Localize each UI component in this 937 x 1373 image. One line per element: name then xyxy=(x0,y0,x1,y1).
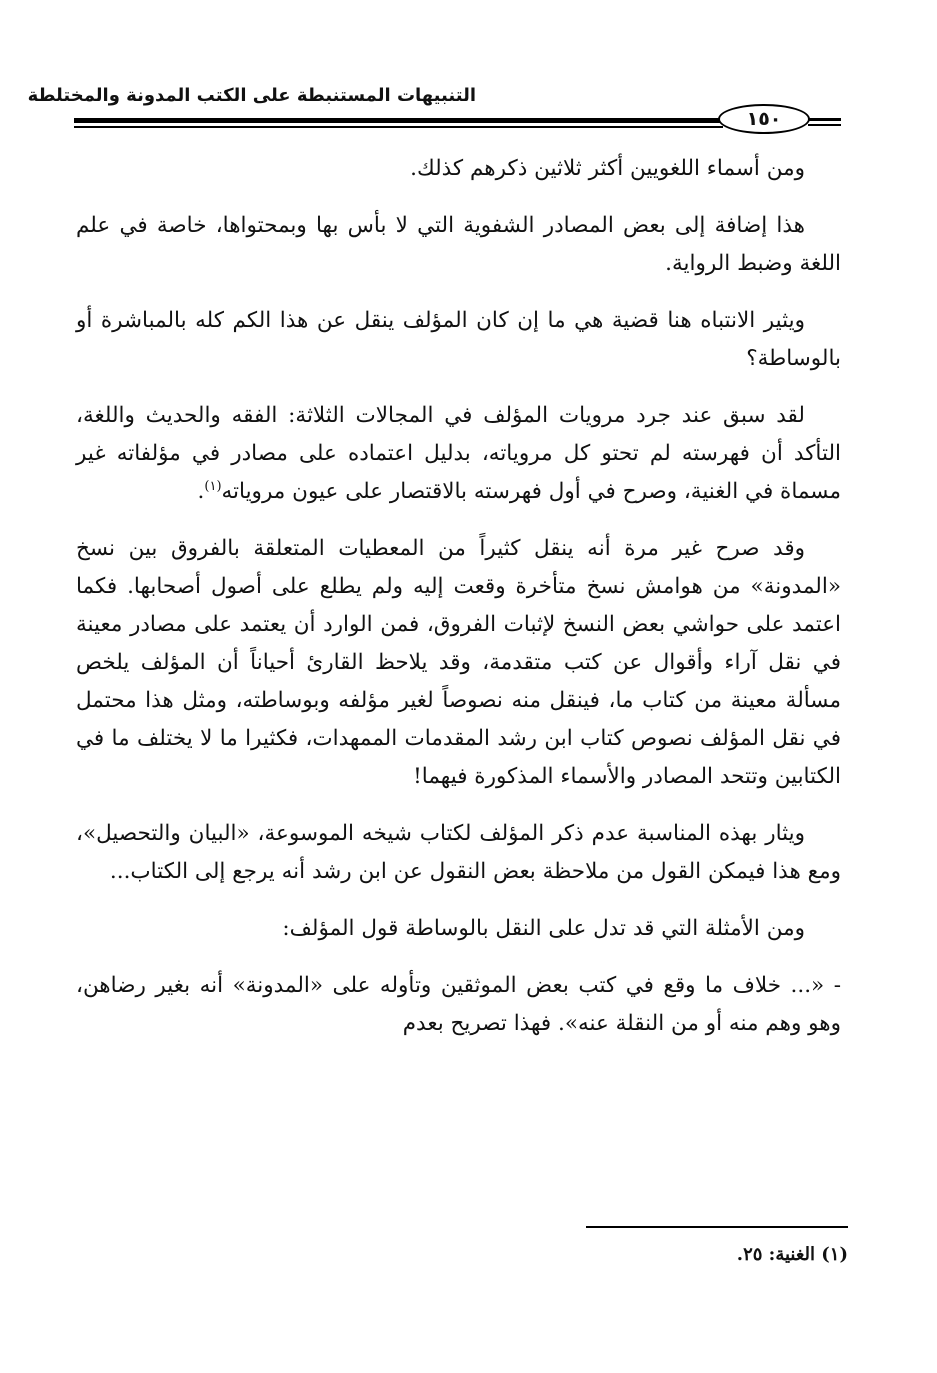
header-rule-right-lower xyxy=(808,124,841,126)
header-rule-right xyxy=(808,118,841,121)
header-rule-thin xyxy=(74,126,723,128)
paragraph-2: هذا إضافة إلى بعض المصادر الشفوية التي لا بأس بها وبمحتواها، خاصة في علم اللغة وضبط الرواية. xyxy=(76,213,841,276)
paragraph-5: وقد صرح غير مرة أنه ينقل كثيراً من المعطيات المتعلقة بالفروق بين نسخ «المدونة» من هوامش نسخ متأخرة وقعت إليه ولم يطلع على أصول أصحابها. فكما اعتمد على حواشي بعض النسخ لإثبات الفروق، فمن الوارد أن يعتمد على مصادر معينة في نقل آراء وأقوال عن كتب متقدمة، وقد يلاحظ القارئ أحياناً أن المؤلف يلخص مسألة معينة من كتاب ما، فينقل منه نصوصاً لغير مؤلفه وبوساطته، ومثل هذا محتمل في نقل المؤلف نصوص كتاب ابن رشد المقدمات الممهدات، فكثيرا ما لا يختلف ما في الكتابين وتتحد المصادر والأسماء المذكورة فيهما! xyxy=(76,536,841,789)
footnote-1: (١) الغنية: ٢٥. xyxy=(736,1244,848,1265)
quotation-paragraph: - «... خلاف ما وقع في كتب بعض الموثقين وتأوله على «المدونة» أنه بغير رضاهن، وهو وهم منه أو من النقلة عنه». فهذا تصريح بعدم xyxy=(76,973,841,1036)
body-text xyxy=(76,150,841,1062)
header-rule-thick xyxy=(74,118,723,123)
paragraph-4-text: لقد سبق عند جرد مرويات المؤلف في المجالات الثلاثة: الفقه والحديث واللغة، التأكد أن فهرسته لم تحتو كل مروياته، بدليل اعتماده على مصادر في مؤلفاته غير مسماة في الغنية، وصرح في أول فهرسته بالاقتصار على عيون مروياته xyxy=(76,403,841,504)
paragraph-6: ويثار بهذه المناسبة عدم ذكر المؤلف لكتاب شيخه الموسوعة، «البيان والتحصيل»، ومع هذا فيمكن القول من ملاحظة بعض النقول عن ابن رشد أنه يرجع إلى الكتاب... xyxy=(76,821,841,884)
footnote-reference: (١) xyxy=(204,478,222,494)
running-title: التنبيهات المستنبطة على الكتب المدونة والمختلطة xyxy=(27,85,476,106)
paragraph-1: ومن أسماء اللغويين أكثر ثلاثين ذكرهم كذلك. xyxy=(410,156,805,181)
paragraph-7: ومن الأمثلة التي قد تدل على النقل بالوساطة قول المؤلف: xyxy=(282,916,805,941)
paragraph-4-tail: . xyxy=(197,479,205,504)
footnote-separator xyxy=(586,1226,848,1228)
paragraph-3: ويثير الانتباه هنا قضية هي ما إن كان المؤلف ينقل عن هذا الكم كله بالمباشرة أو بالوساطة؟ xyxy=(76,308,841,371)
paragraph-4 xyxy=(76,397,841,511)
page-number: ١٥٠ xyxy=(718,104,810,134)
